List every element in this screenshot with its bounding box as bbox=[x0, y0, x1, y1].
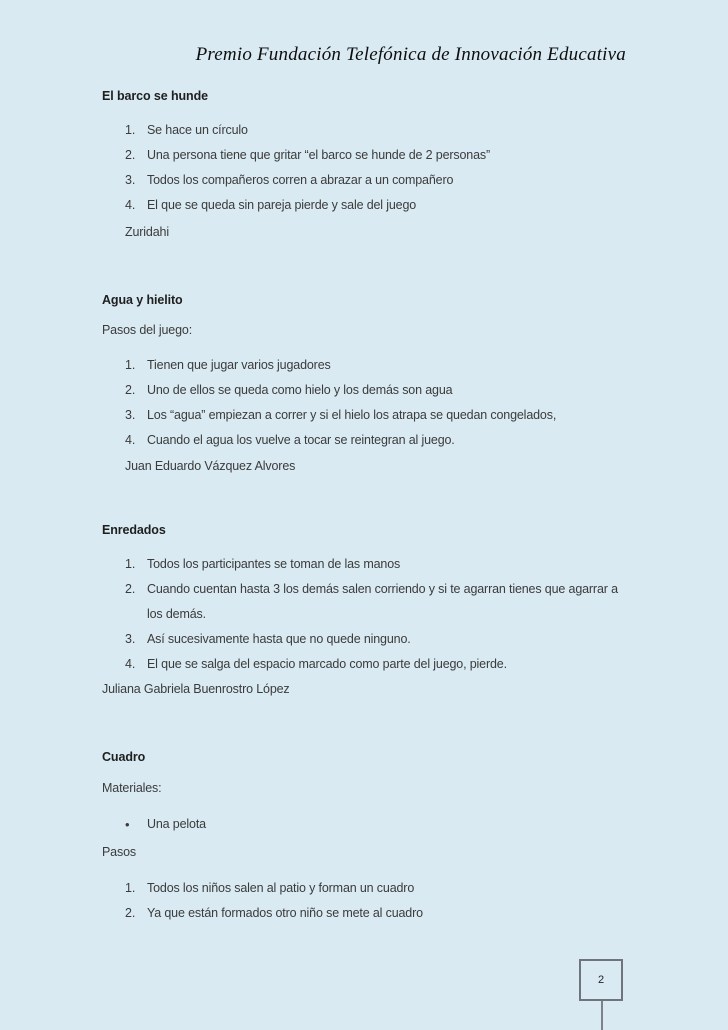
materials-label: Materiales: bbox=[102, 781, 162, 795]
page-number: 2 bbox=[597, 974, 605, 986]
author-name-juliana-gabriela: Juliana Gabriela Buenrostro López bbox=[102, 682, 290, 696]
list-item: Cuando cuentan hasta 3 los demás salen corriendo y si te agarran tienes que agarrar a los demás. bbox=[147, 582, 618, 621]
author-name-zuridahi: Zuridahi bbox=[125, 225, 169, 239]
footer-connector-line bbox=[601, 1001, 603, 1030]
list-item: El que se salga del espacio marcado como parte del juego, pierde. bbox=[147, 657, 507, 671]
numbered-list-enredados bbox=[102, 552, 626, 677]
page-number-box bbox=[579, 959, 623, 1001]
section-heading-cuadro: Cuadro bbox=[102, 750, 146, 764]
numbered-list-el-barco bbox=[102, 118, 626, 218]
steps-label: Pasos bbox=[102, 845, 136, 859]
list-item: Así sucesivamente hasta que no quede ninguno. bbox=[147, 632, 411, 646]
list-item: El que se queda sin pareja pierde y sale del juego bbox=[147, 198, 417, 212]
list-item: • Una pelota bbox=[125, 812, 626, 837]
list-item: Los “agua” empiezan a correr y si el hielo los atrapa se quedan congelados, bbox=[147, 408, 557, 422]
list-item: Todos los niños salen al patio y forman un cuadro bbox=[147, 881, 415, 895]
list-item: Una persona tiene que gritar “el barco se hunde de 2 personas” bbox=[147, 148, 491, 162]
list-item: Ya que están formados otro niño se mete al cuadro bbox=[147, 906, 423, 920]
list-item: Todos los compañeros corren a abrazar a un compañero bbox=[147, 173, 454, 187]
list-item: Tienen que jugar varios jugadores bbox=[147, 358, 331, 372]
section-enredados bbox=[102, 522, 626, 697]
intro-pasos-del-juego: Pasos del juego: bbox=[102, 323, 193, 337]
list-item: Cuando el agua los vuelve a tocar se reintegran al juego. bbox=[147, 433, 455, 447]
section-cuadro bbox=[102, 749, 626, 926]
section-heading-agua-y-hielito: Agua y hielito bbox=[102, 293, 183, 307]
author-name-juan-eduardo: Juan Eduardo Vázquez Alvores bbox=[125, 459, 296, 473]
list-item: Todos los participantes se toman de las manos bbox=[147, 557, 401, 571]
document-title: Premio Fundación Telefónica de Innovación Educativa bbox=[195, 44, 626, 65]
numbered-list-cuadro bbox=[102, 876, 626, 926]
section-el-barco-se-hunde bbox=[102, 88, 626, 240]
section-heading-el-barco-se-hunde: El barco se hunde bbox=[102, 89, 208, 103]
numbered-list-agua bbox=[102, 353, 626, 453]
section-heading-enredados: Enredados bbox=[102, 523, 166, 537]
list-item: Uno de ellos se queda como hielo y los demás son agua bbox=[147, 383, 453, 397]
list-item: Se hace un círculo bbox=[147, 123, 248, 137]
bullet-list-materials bbox=[102, 812, 626, 837]
section-agua-y-hielito bbox=[102, 292, 626, 474]
